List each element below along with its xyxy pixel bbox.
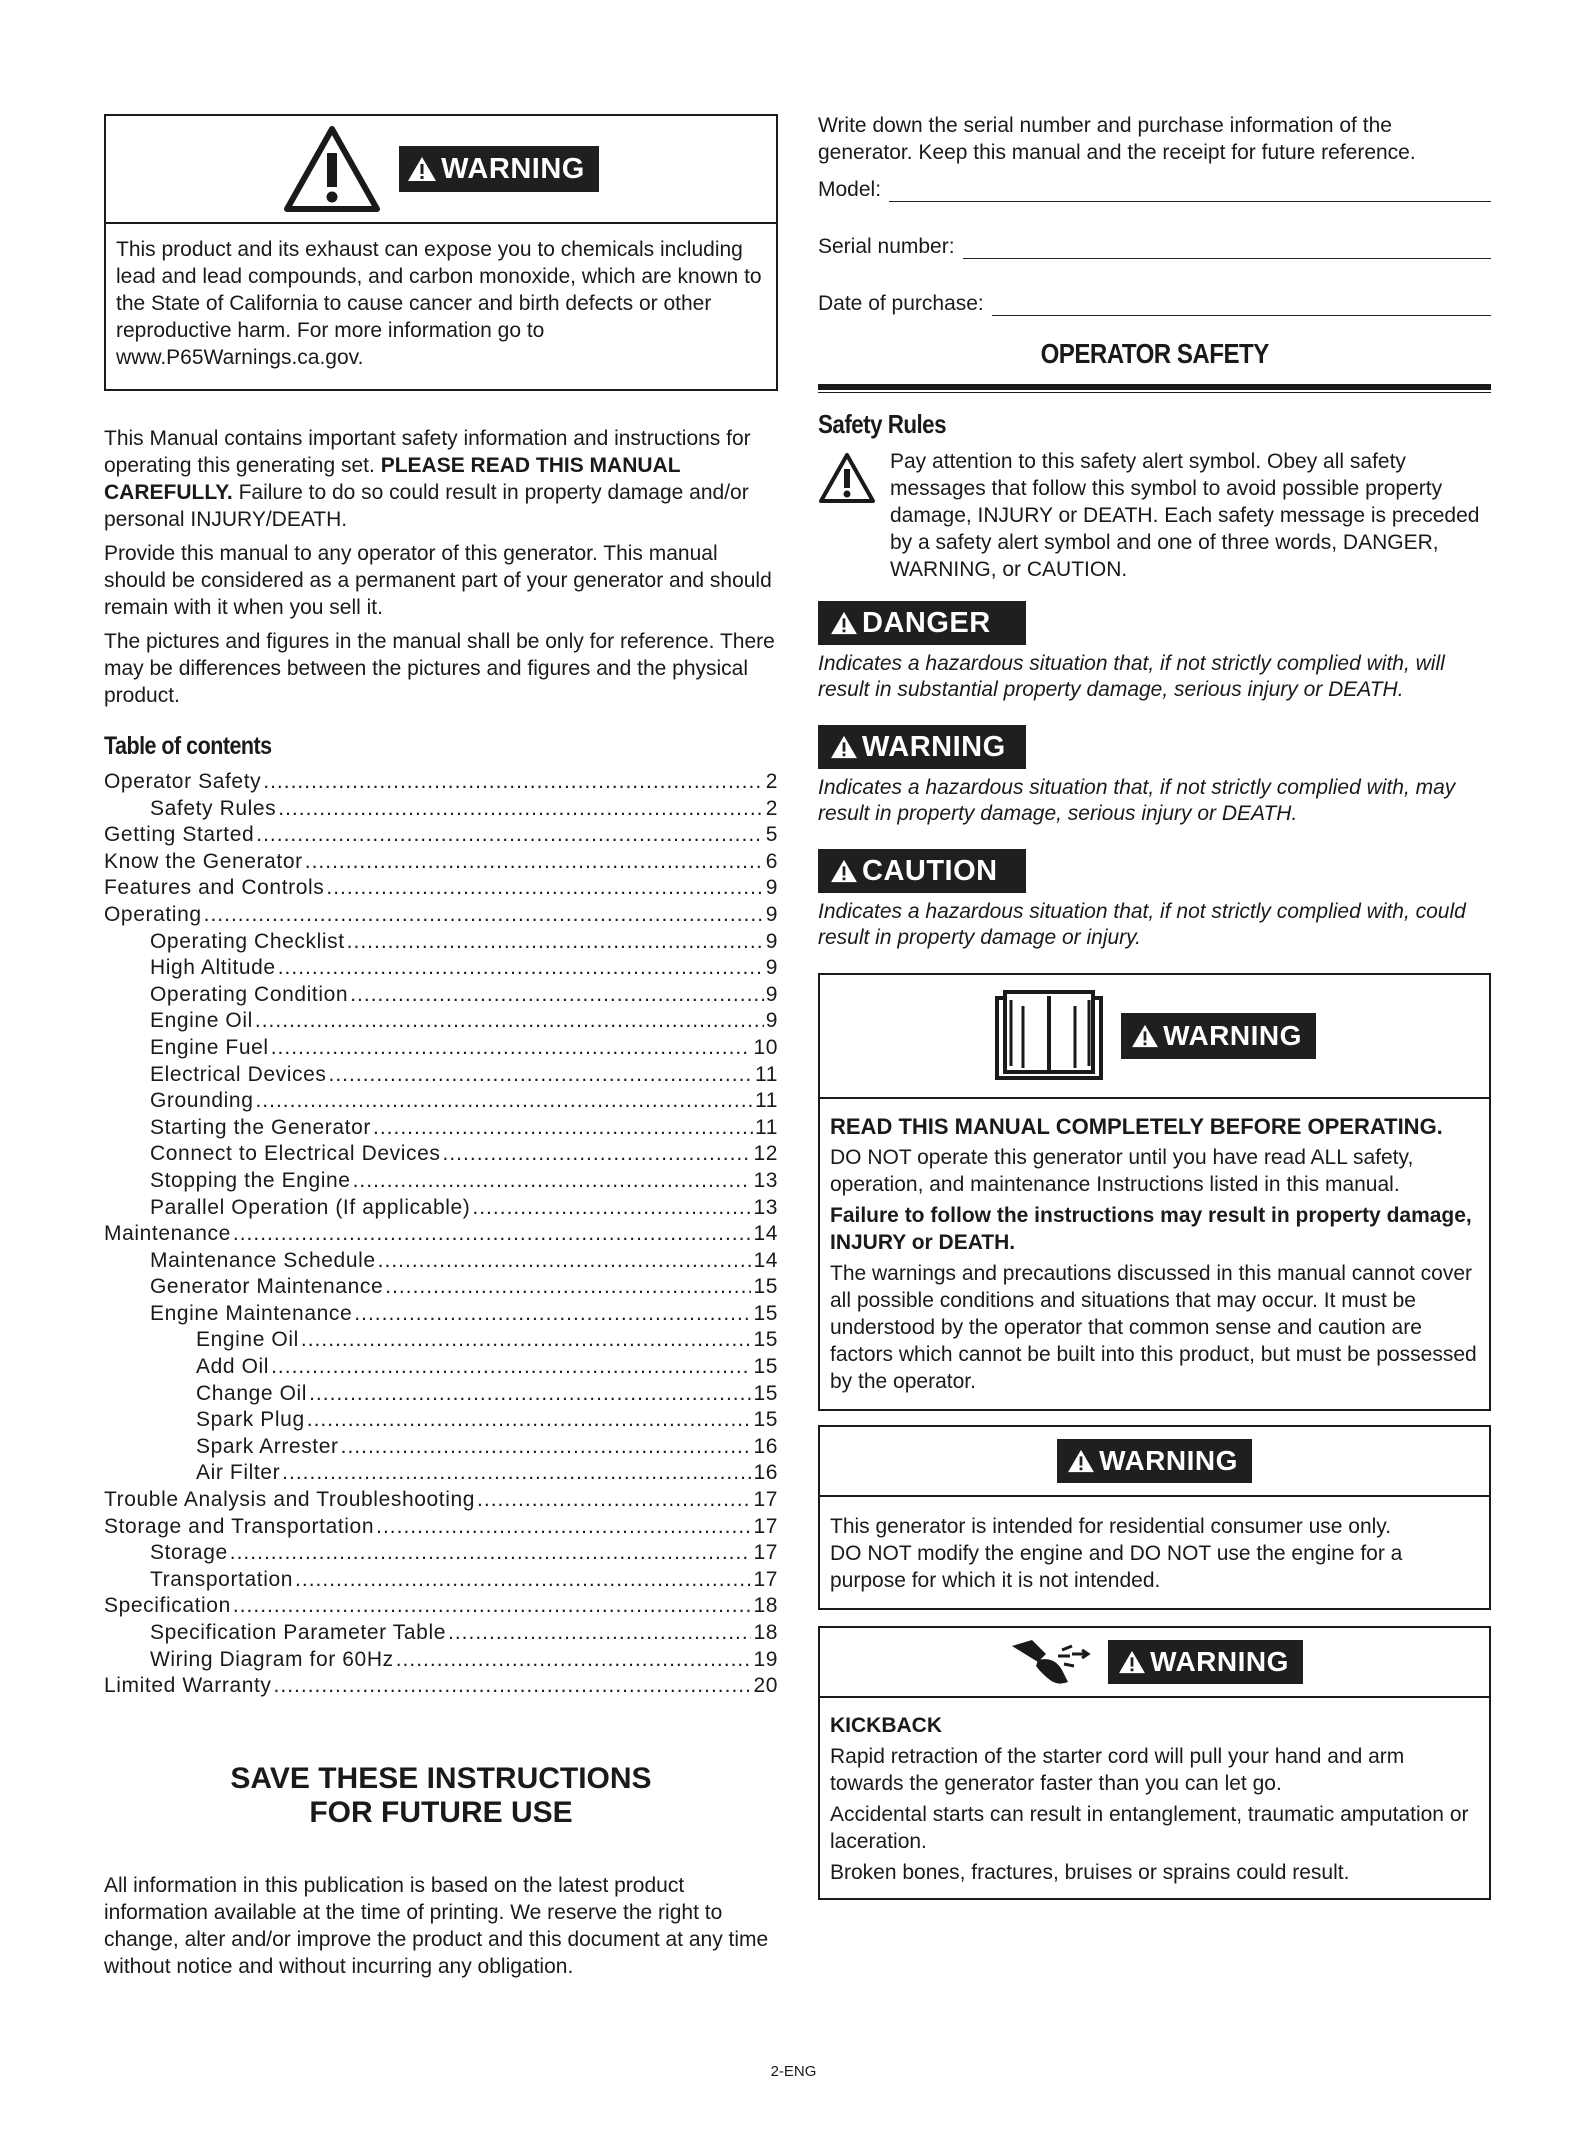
toc-entry-label: Stopping the Engine (150, 1168, 351, 1192)
signal-definition (818, 849, 1491, 951)
toc-entry-page: 15 (753, 1301, 778, 1325)
kickback-warning-header (820, 1628, 1489, 1698)
warning-label: WARNING (1163, 1020, 1302, 1051)
toc-entry-page: 15 (753, 1355, 778, 1379)
toc-entry (104, 1514, 778, 1541)
toc-entry (104, 1381, 778, 1408)
toc-entry-label: Storage and Transportation (104, 1514, 375, 1538)
residential-use-warning-header (820, 1427, 1489, 1497)
kickback-hand-icon (1006, 1636, 1102, 1688)
page-footer: 2-ENG (770, 2063, 817, 2080)
toc-entry-page: 11 (755, 1062, 778, 1086)
toc-entry (104, 1301, 778, 1328)
toc-leader-dots (373, 1115, 753, 1142)
safety-alert-text: Pay attention to this safety alert symbol. Obey all safety messages that follow this symbol to avoid possible property damage, INJURY or DEATH. Each safety message is preceded by a safety alert symbol and one of three words, DANGER, WARNING, or CAUTION. (890, 450, 1480, 581)
toc-leader-dots (295, 1567, 751, 1594)
kickback-warning-box (818, 1626, 1491, 1900)
toc-entry-page: 2 (765, 796, 778, 820)
toc-entry-page: 10 (753, 1035, 778, 1059)
intro-paragraph-1 (104, 425, 778, 533)
toc-entry (104, 1035, 778, 1062)
residential-use-warning-body (820, 1497, 1489, 1608)
toc-entry (104, 955, 778, 982)
toc-entry (104, 902, 778, 929)
read-manual-paragraph-3: The warnings and precautions discussed in this manual cannot cover all possible conditions and situations that may occur. It must be understood by the operator that common sense and caution are factors which cannot be built into this product, but must be possessed by the operator. (830, 1262, 1477, 1393)
toc-entry-label: Specification (104, 1594, 231, 1618)
toc-entry (104, 1673, 778, 1700)
toc-entry (104, 1620, 778, 1647)
signal-word-definitions (818, 601, 1491, 951)
toc-leader-dots (278, 796, 763, 823)
toc-leader-dots (477, 1487, 751, 1514)
toc-leader-dots (233, 1593, 752, 1620)
read-manual-book-icon (993, 988, 1105, 1084)
toc-entry-page: 19 (753, 1647, 778, 1671)
toc-entry (104, 1647, 778, 1674)
toc-entry (104, 1327, 778, 1354)
toc-leader-dots (385, 1274, 751, 1301)
toc-entry-label: Storage (150, 1541, 228, 1565)
toc-entry-page: 15 (753, 1275, 778, 1299)
toc-entry (104, 1354, 778, 1381)
toc-entry-label: Spark Plug (196, 1408, 305, 1432)
warning-label: WARNING (1150, 1646, 1289, 1677)
toc-entry-page: 17 (753, 1567, 778, 1591)
toc-leader-dots (448, 1620, 751, 1647)
toc-leader-dots (204, 902, 764, 929)
toc-entry-label: Engine Fuel (150, 1035, 269, 1059)
residential-use-warning-box (818, 1425, 1491, 1610)
toc-entry-page: 15 (753, 1328, 778, 1352)
toc-entry-label: Safety Rules (150, 796, 277, 820)
toc-entry-label: Maintenance (104, 1222, 231, 1246)
toc-entry (104, 1248, 778, 1275)
toc-entry-label: Spark Arrester (196, 1434, 339, 1458)
toc-leader-dots (255, 1008, 764, 1035)
toc-entry-label: Change Oil (196, 1381, 308, 1405)
toc-entry-label: Operating Condition (150, 982, 349, 1006)
kickback-paragraph-1: Rapid retraction of the starter cord will pull your hand and arm towards the generator faster than you can let go. (830, 1745, 1405, 1795)
operator-safety-title (818, 338, 1491, 370)
read-manual-warning-body (820, 1099, 1489, 1409)
toc-title-text: Table of contents (104, 732, 272, 760)
toc-leader-dots (301, 1327, 752, 1354)
signal-word-label: DANGER (862, 606, 991, 639)
toc-title (104, 731, 778, 761)
alert-triangle-icon (1131, 1024, 1159, 1048)
toc-entry-label: Engine Oil (196, 1328, 299, 1352)
intro-paragraph-2: Provide this manual to any operator of this generator. This manual should be considered as a permanent part of your generator and should remain with it when you sell it. (104, 542, 772, 619)
toc-leader-dots (347, 929, 764, 956)
warning-signal-word (818, 725, 1026, 769)
safety-rules-title (818, 409, 1491, 440)
residential-paragraph-1: This generator is intended for residential consumer use only. (830, 1515, 1392, 1538)
kickback-warning-body (820, 1698, 1489, 1898)
save-line-1: SAVE THESE INSTRUCTIONS (230, 1761, 652, 1795)
toc-entry-label: Limited Warranty (104, 1674, 272, 1698)
toc-entry-page: 11 (755, 1115, 778, 1139)
toc-entry (104, 769, 778, 796)
alert-triangle-icon (1118, 1650, 1146, 1674)
toc-leader-dots (309, 1381, 751, 1408)
alert-triangle-icon (1067, 1449, 1095, 1473)
warning-label: WARNING (441, 152, 585, 185)
table-of-contents (104, 769, 778, 1700)
toc-entry (104, 1062, 778, 1089)
operator-safety-title-text: OPERATOR SAFETY (1040, 338, 1269, 369)
toc-entry-label: Getting Started (104, 823, 255, 847)
safety-alert-explanation (818, 448, 1491, 583)
toc-entry (104, 1540, 778, 1567)
toc-leader-dots (329, 1062, 753, 1089)
toc-leader-dots (354, 1301, 751, 1328)
toc-entry-label: Electrical Devices (150, 1062, 327, 1086)
toc-entry-label: Engine Maintenance (150, 1301, 353, 1325)
toc-entry-label: Operator Safety (104, 770, 262, 793)
disclaimer-text: All information in this publication is based on the latest product information available at the time of printing. We reserve the right to change, alter and/or improve the product and this document at any time without notice and without incurring any obligation. (104, 1873, 769, 1978)
toc-entry-page: 9 (765, 929, 778, 953)
toc-leader-dots (376, 1514, 751, 1541)
toc-entry-page: 12 (753, 1142, 778, 1166)
signal-definition (818, 601, 1491, 703)
alert-triangle-icon (830, 611, 858, 635)
alert-triangle-icon (830, 735, 858, 759)
toc-entry-label: Know the Generator (104, 849, 303, 873)
toc-entry (104, 1407, 778, 1434)
toc-entry-page: 9 (765, 902, 778, 926)
prop65-warning-header (106, 116, 776, 224)
warning-signal-word (399, 146, 599, 192)
toc-entry (104, 1434, 778, 1461)
date-of-purchase-blank-line (992, 297, 1491, 316)
toc-leader-dots (233, 1221, 752, 1248)
read-manual-paragraph-2: Failure to follow the instructions may result in property damage, INJURY or DEATH. (830, 1204, 1472, 1254)
toc-entry (104, 1460, 778, 1487)
toc-entry-label: Operating Checklist (150, 929, 345, 953)
toc-entry-page: 16 (753, 1461, 778, 1485)
toc-entry-label: Add Oil (196, 1355, 270, 1379)
toc-entry-label: Operating (104, 902, 202, 926)
signal-word-label: WARNING (862, 730, 1006, 763)
signal-definition-text: Indicates a hazardous situation that, if not strictly complied with, will result in substantial property damage, serious injury or DEATH. (818, 652, 1445, 701)
left-column (104, 114, 778, 1987)
toc-leader-dots (255, 1088, 753, 1115)
intro-emphasis: PLEASE READ THIS MANUAL CAREFULLY. (104, 454, 681, 504)
toc-entry (104, 849, 778, 876)
toc-leader-dots (274, 1673, 752, 1700)
toc-entry-label: Maintenance Schedule (150, 1248, 376, 1272)
toc-entry-label: Trouble Analysis and Troubleshooting (104, 1488, 476, 1512)
toc-entry-page: 2 (765, 770, 778, 793)
kickback-heading: KICKBACK (830, 1714, 942, 1737)
toc-entry (104, 1008, 778, 1035)
safety-rules-title-text: Safety Rules (818, 409, 947, 439)
toc-leader-dots (278, 955, 764, 982)
toc-entry-page: 5 (765, 823, 778, 847)
toc-entry-page: 17 (753, 1514, 778, 1538)
toc-entry-page: 9 (765, 876, 778, 900)
toc-entry (104, 1141, 778, 1168)
toc-entry (104, 1168, 778, 1195)
toc-entry-page: 6 (765, 849, 778, 873)
toc-entry-page: 9 (765, 1009, 778, 1033)
toc-entry-label: Features and Controls (104, 876, 325, 900)
read-manual-paragraph-1: DO NOT operate this generator until you have read ALL safety, operation, and maintenance Instructions listed in this manual. (830, 1146, 1414, 1196)
signal-definition-text: Indicates a hazardous situation that, if not strictly complied with, may result in property damage, serious injury or DEATH. (818, 776, 1456, 825)
toc-entry-page: 9 (765, 982, 778, 1006)
toc-entry-page: 18 (753, 1621, 778, 1644)
signal-definition (818, 725, 1491, 827)
toc-entry-label: Engine Oil (150, 1009, 253, 1033)
save-instructions-heading (104, 1762, 778, 1830)
warning-signal-word (1057, 1439, 1252, 1483)
toc-entry-label: Parallel Operation (If applicable) (150, 1195, 471, 1219)
toc-entry-page: 18 (753, 1594, 778, 1618)
intro-paragraph-3: The pictures and figures in the manual shall be only for reference. There may be differences between the pictures and figures and the physical product. (104, 630, 775, 707)
toc-entry-page: 16 (753, 1434, 778, 1458)
toc-entry (104, 1195, 778, 1222)
kickback-paragraph-3: Broken bones, fractures, bruises or sprains could result. (830, 1861, 1350, 1884)
toc-entry-page: 15 (753, 1408, 778, 1432)
signal-word-label: CAUTION (862, 854, 998, 887)
model-field (818, 178, 1491, 202)
toc-leader-dots (350, 982, 764, 1009)
toc-entry-label: Wiring Diagram for 60Hz (150, 1647, 394, 1671)
toc-leader-dots (472, 1195, 751, 1222)
toc-entry-page: 11 (755, 1089, 778, 1113)
safety-alert-icon (283, 125, 381, 213)
toc-entry-page: 14 (753, 1222, 778, 1246)
danger-signal-word (818, 601, 1026, 645)
toc-entry-label: Generator Maintenance (150, 1275, 384, 1299)
toc-entry-page: 17 (753, 1488, 778, 1512)
alert-triangle-icon (407, 156, 437, 182)
date-of-purchase-field (818, 292, 1491, 316)
toc-leader-dots (326, 875, 763, 902)
toc-entry-page: 9 (765, 956, 778, 980)
toc-entry (104, 822, 778, 849)
toc-entry-label: High Altitude (150, 956, 276, 980)
toc-leader-dots (271, 1354, 751, 1381)
toc-leader-dots (271, 1035, 752, 1062)
prop65-warning-text: This product and its exhaust can expose you to chemicals including lead and lead compounds, and carbon monoxide, which are known to the State of California to cause cancer and birth defects or other reproductive harm. For more information go to www.P65Warnings.ca.gov. (116, 238, 762, 369)
alert-triangle-icon (830, 859, 858, 883)
toc-leader-dots (307, 1407, 752, 1434)
toc-entry (104, 1221, 778, 1248)
right-column (818, 112, 1491, 1900)
intro-section (104, 425, 778, 709)
toc-leader-dots (256, 822, 763, 849)
toc-entry-page: 17 (753, 1541, 778, 1565)
toc-entry (104, 1088, 778, 1115)
toc-entry (104, 929, 778, 956)
toc-leader-dots (353, 1168, 752, 1195)
toc-leader-dots (341, 1434, 752, 1461)
toc-entry-page: 13 (753, 1168, 778, 1192)
toc-entry (104, 1274, 778, 1301)
toc-entry-page: 13 (753, 1195, 778, 1219)
toc-entry-label: Transportation (150, 1567, 294, 1591)
toc-entry (104, 1593, 778, 1620)
toc-entry-page: 20 (753, 1674, 778, 1698)
record-intro: Write down the serial number and purchase information of the generator. Keep this manual and the receipt for future reference. (818, 114, 1416, 164)
toc-leader-dots (396, 1647, 752, 1674)
read-manual-warning-header (820, 975, 1489, 1099)
safety-alert-symbol-icon (818, 452, 876, 504)
toc-entry (104, 982, 778, 1009)
toc-leader-dots (282, 1460, 751, 1487)
toc-entry (104, 796, 778, 823)
toc-leader-dots (305, 849, 764, 876)
serial-number-label: Serial number: (818, 235, 955, 258)
toc-entry-page: 14 (753, 1248, 778, 1272)
toc-leader-dots (230, 1540, 752, 1567)
date-of-purchase-label: Date of purchase: (818, 292, 984, 315)
read-manual-heading: READ THIS MANUAL COMPLETELY BEFORE OPERATING. (830, 1114, 1443, 1139)
warning-signal-word (1108, 1640, 1303, 1684)
kickback-paragraph-2: Accidental starts can result in entanglement, traumatic amputation or laceration. (830, 1803, 1469, 1853)
intro-text: This Manual contains important safety information and instructions for operating this generating set. (104, 427, 751, 477)
intro-text-end: Failure to do so could result in property damage and/or personal INJURY/DEATH. (104, 481, 749, 531)
toc-entry-label: Air Filter (196, 1461, 281, 1485)
toc-leader-dots (443, 1141, 752, 1168)
save-line-2: FOR FUTURE USE (309, 1795, 573, 1829)
serial-number-field (818, 235, 1491, 259)
toc-entry (104, 1487, 778, 1514)
toc-entry (104, 1115, 778, 1142)
model-blank-line (889, 183, 1491, 202)
section-rule (818, 384, 1491, 393)
model-label: Model: (818, 178, 882, 201)
toc-leader-dots (378, 1248, 752, 1275)
toc-entry-label: Grounding (150, 1089, 254, 1113)
toc-entry-label: Connect to Electrical Devices (150, 1142, 441, 1166)
read-manual-warning-box (818, 973, 1491, 1411)
warning-label: WARNING (1099, 1445, 1238, 1476)
toc-entry-page: 15 (753, 1381, 778, 1405)
toc-leader-dots (263, 769, 763, 796)
warning-signal-word (1121, 1013, 1316, 1059)
toc-entry-label: Specification Parameter Table (150, 1621, 446, 1644)
toc-entry-label: Starting the Generator (150, 1115, 371, 1139)
caution-signal-word (818, 849, 1026, 893)
serial-number-blank-line (963, 240, 1491, 259)
toc-entry (104, 1567, 778, 1594)
toc-entry (104, 875, 778, 902)
prop65-warning-box (104, 114, 778, 391)
signal-definition-text: Indicates a hazardous situation that, if not strictly complied with, could result in property damage or injury. (818, 900, 1466, 949)
residential-paragraph-2: DO NOT modify the engine and DO NOT use the engine for a purpose for which it is not intended. (830, 1542, 1403, 1592)
